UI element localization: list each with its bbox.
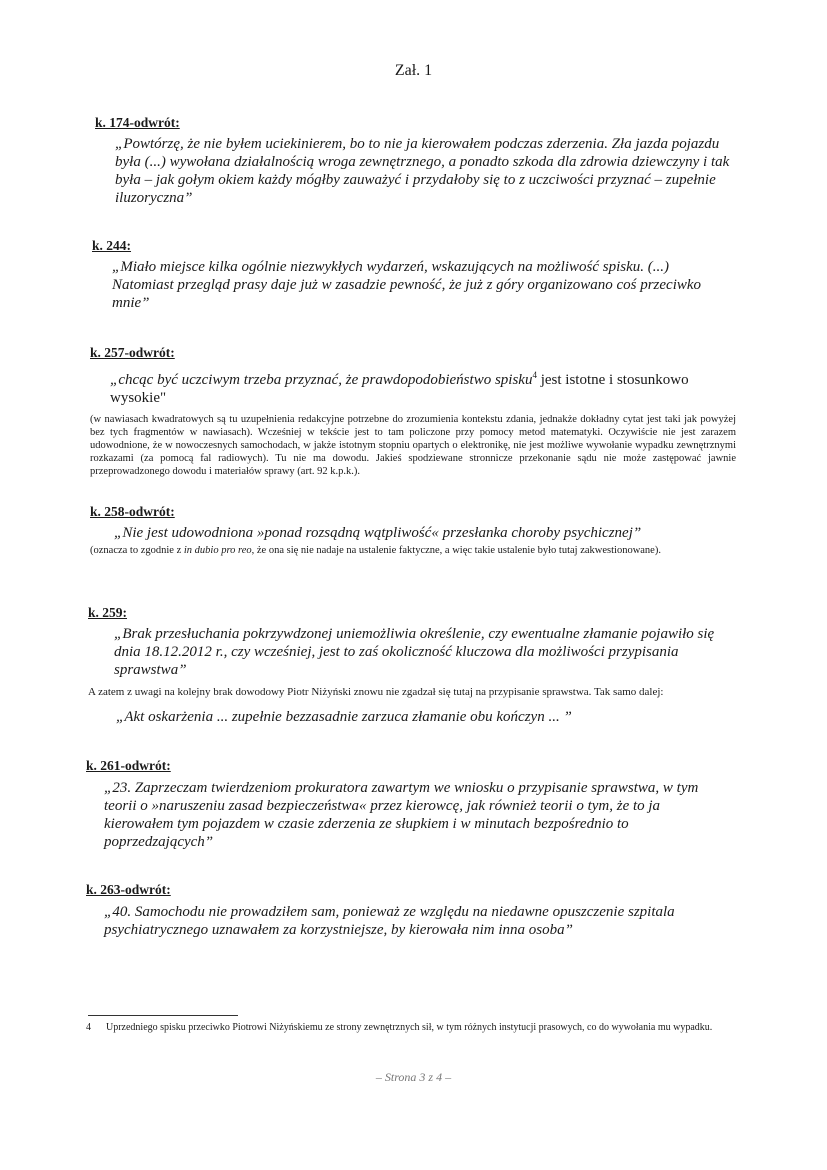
- editorial-note: (oznacza to zgodnie z in dubio pro reo, że ona się nie nadaje na ustalenie faktyczne, a więc takie ustalenie było tutaj zakwestionowane).: [90, 545, 661, 556]
- editorial-note: (w nawiasach kwadratowych są tu uzupełnienia redakcyjne potrzebne do zrozumienia kontekstu zdania, jednakże dokładny cytat jest taki jak powyżej bez tych fragmentów w nawiasach). Wcześniej w tekście jest to tam policzone przy pomocy metod matematyki. Oczywiście nie jest zarazem udowodnione, że w nowoczesnych samochodach, w jakże istotnym stopniu opartych o elektronikę, nie jest możliwe wywołanie wypadku zewnętrznymi rozkazami (za pomocą fal radiowych). Tu nie ma dowodu. Jakieś spodziewane stronnicze przekonanie sądu nie może zastępować jawnie przeprowadzonego dowodu i materiałów sprawy (art. 92 k.p.k.).: [90, 414, 736, 477]
- quote-text: „Brak przesłuchania pokrzywdzonej uniemożliwia określenie, czy ewentualne złamanie pojawiło się dnia 18.12.2012 r., czy wcześniej, jest to zaś okoliczność kluczowa dla możliwości przypisania sprawstwa”: [114, 626, 715, 678]
- quote-text: „Nie jest udowodniona »ponad rozsądną wątpliwość« przesłanka choroby psychicznej”: [114, 525, 642, 541]
- case-reference: k. 263-odwrót:: [86, 882, 171, 897]
- case-reference: k. 261-odwrót:: [86, 758, 171, 773]
- quote-text: „40. Samochodu nie prowadziłem sam, ponieważ ze względu na niedawne opuszczenie szpitala psychiatrycznego uznawałem za korzystniejsze, by kierowała nim inna osoba”: [104, 904, 675, 938]
- case-reference: k. 174-odwrót:: [95, 115, 180, 130]
- case-reference: k. 259:: [88, 605, 128, 620]
- footnote-number: 4: [86, 1022, 91, 1033]
- footnote-text: Uprzedniego spisku przeciwko Piotrowi Niżyńskiemu ze strony zewnętrznych sił, w tym różnych instytucji prasowych, co do wywołania mu wypadku.: [106, 1022, 713, 1033]
- case-reference: k. 244:: [92, 238, 132, 253]
- section-k258: [90, 504, 730, 557]
- case-reference: k. 257-odwrót:: [90, 345, 175, 360]
- quote-italic-part: „chcąc być uczciwym trzeba przyznać, że prawdopodobieństwo spisku: [110, 372, 533, 388]
- section-k261: [86, 758, 726, 851]
- attachment-title: Zał. 1: [394, 62, 433, 79]
- quote-text: „Powtórzę, że nie byłem uciekinierem, bo to nie ja kierowałem podczas zderzenia. Zła jazda pojazdu była (...) wywołana działalnością wroga zewnętrznego, a ponadto szkoda dla zdrowia dziewczyny i tak była – jak gołym okiem każdy mógłby zauważyć i przydałoby się to z uczciwości przyznać – zupełnie iluzoryczna”: [115, 136, 730, 206]
- commentary-text: A zatem z uwagi na kolejny brak dowodowy Piotr Niżyński znowu nie zgadzał się tutaj na przypisanie sprawstwa. Tak samo dalej:: [88, 686, 664, 698]
- footnote-marker: 4: [532, 370, 537, 380]
- section-k174: [95, 115, 735, 207]
- section-k263: [86, 882, 726, 939]
- page-number: – Strona 3 z 4 –: [375, 1070, 452, 1084]
- quote-text: „23. Zaprzeczam twierdzeniom prokuratora zawartym we wniosku o przypisanie sprawstwa, w tym teorii o »naruszeniu zasad bezpieczeństwa« przez kierowcę, jak również teorii o tym, że to ja kierowałem tym pojazdem w czasie zderzenia ze słupkiem i w minutach bezpośrednio to poprzedzających”: [104, 780, 699, 850]
- section-k259: [88, 605, 728, 726]
- section-k257: [90, 345, 738, 478]
- latin-phrase: in dubio pro reo: [183, 545, 252, 556]
- case-reference: k. 258-odwrót:: [90, 504, 175, 519]
- section-k244: [92, 238, 732, 312]
- quote-text: „Miało miejsce kilka ogólnie niezwykłych wydarzeń, wskazujących na możliwość spisku. (...) Natomiast przegląd prasy daje już w zasadzie pewność, że już z góry organizowano coś przeciwko mnie”: [112, 259, 702, 311]
- footnote-divider: [88, 1015, 238, 1016]
- quote-text: [110, 366, 730, 407]
- quote-text-2: „Akt oskarżenia ... zupełnie bezzasadnie zarzuca złamanie obu kończyn ... ”: [116, 709, 572, 725]
- quote-roman-part: jest istotne i stosunkowo wysokie": [110, 372, 689, 406]
